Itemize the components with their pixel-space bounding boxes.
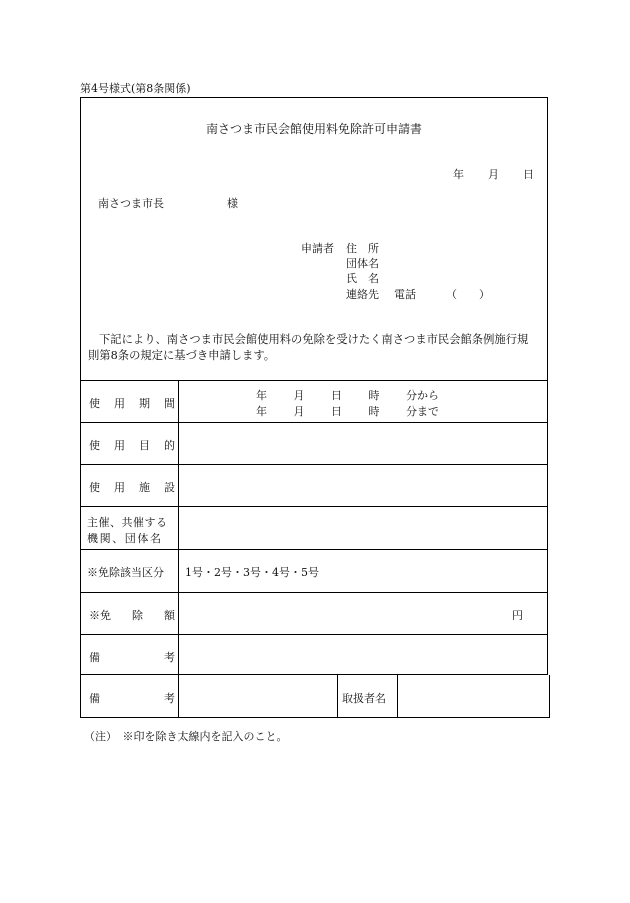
facility-label: 使 用 施 設: [89, 481, 175, 494]
footnote: （注） ※印を除き太線内を記入のこと。: [84, 730, 288, 743]
period-label: 使 用 期 間: [89, 397, 175, 410]
category-label: ※免除該当区分: [87, 566, 164, 579]
applicant-phone-label: 電話: [394, 288, 416, 301]
office-remarks-label: 備 考: [89, 692, 175, 705]
row-divider: [81, 422, 547, 423]
column-divider: [178, 380, 179, 675]
organizer-label-line-2: 機関、団体名: [87, 532, 163, 545]
addressee-honorific: 様: [227, 197, 238, 210]
body-text-line-1: 下記により、南さつま市民会館使用料の免除を受けたく南さつま市民会館条例施行規: [99, 333, 529, 346]
applicant-label: 申請者: [301, 242, 334, 255]
form-title: 南さつま市民会館使用料免除許可申請書: [205, 122, 422, 136]
office-use-row: [80, 675, 550, 718]
date-year: 年: [453, 168, 464, 181]
column-divider: [178, 675, 179, 717]
applicant-contact-label: 連絡先: [346, 288, 379, 301]
amount-unit: 円: [512, 609, 523, 622]
column-divider: [337, 675, 338, 717]
row-divider: [81, 464, 547, 465]
form-number-label: 第4号様式(第8条関係): [80, 82, 191, 95]
addressee-name: 南さつま市長: [98, 197, 164, 210]
period-from: 年 月 日 時 分から: [256, 389, 439, 402]
amount-label: ※免 除 額: [89, 609, 175, 622]
applicant-address-label: 住 所: [346, 242, 379, 255]
applicant-name-label: 氏 名: [346, 272, 379, 285]
organizer-label-line-1: 主催、共催する: [87, 516, 168, 529]
row-divider: [81, 592, 547, 593]
date-day: 日: [523, 168, 534, 181]
body-text-line-2: 則第8条の規定に基づき申請します。: [88, 349, 276, 362]
period-to: 年 月 日 時 分まで: [256, 405, 439, 418]
row-divider: [81, 549, 547, 550]
category-value: 1号・2号・3号・4号・5号: [185, 566, 319, 579]
row-divider: [81, 634, 547, 635]
date-month: 月: [488, 168, 499, 181]
row-divider: [81, 380, 547, 381]
application-form-box: [80, 97, 548, 675]
purpose-label: 使 用 目 的: [89, 439, 175, 452]
applicant-phone-paren: （ ）: [446, 288, 490, 301]
applicant-group-label: 団体名: [346, 257, 379, 270]
column-divider: [397, 675, 398, 717]
remarks-label: 備 考: [89, 651, 175, 664]
row-divider: [81, 506, 547, 507]
handler-name-label: 取扱者名: [342, 692, 386, 705]
